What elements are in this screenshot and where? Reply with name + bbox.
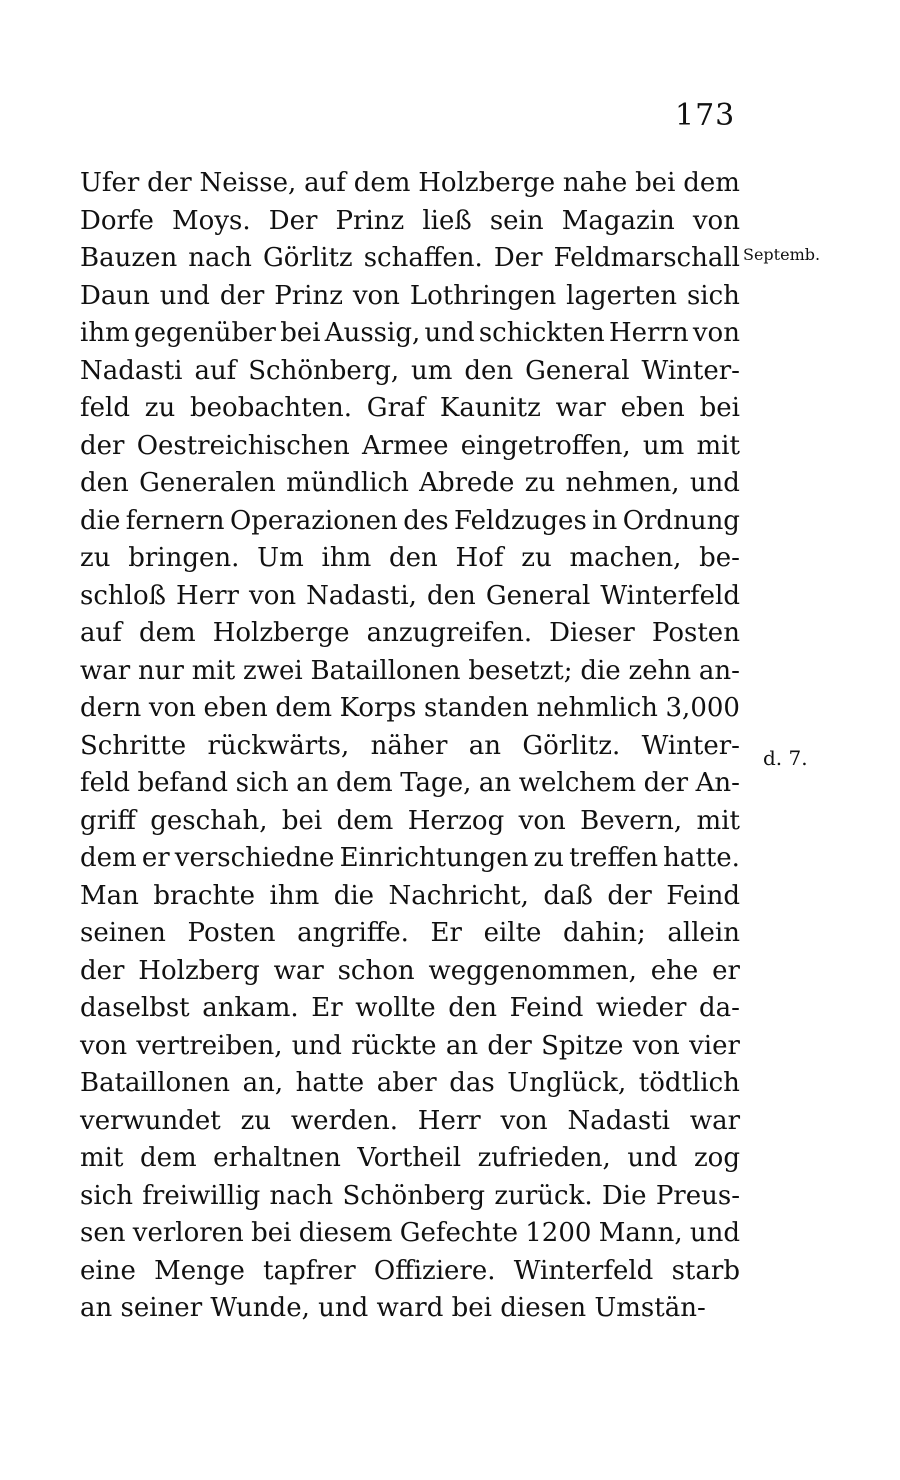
word: Lothringen xyxy=(409,280,557,311)
word: die xyxy=(580,655,621,686)
word: um xyxy=(411,355,453,386)
word: Aussig, xyxy=(324,318,421,348)
word: auf xyxy=(194,355,237,386)
text-line xyxy=(80,1140,740,1178)
word: Schritte xyxy=(80,730,187,761)
word: Oestreichischen xyxy=(136,430,350,461)
word: Er xyxy=(430,918,462,948)
word: dem xyxy=(139,1143,197,1173)
text-line xyxy=(80,953,740,991)
word: er xyxy=(712,955,740,986)
word: feld xyxy=(80,393,130,423)
word: nahe xyxy=(562,168,628,198)
text-line xyxy=(80,653,740,691)
word: er xyxy=(141,843,170,873)
text-line xyxy=(80,1290,740,1328)
word: nur xyxy=(138,655,184,686)
word: Unglück, xyxy=(507,1068,627,1098)
word: Feldmarschall xyxy=(553,243,740,273)
word: Der xyxy=(493,243,543,273)
word: dem xyxy=(138,618,196,648)
word: Holzberg xyxy=(138,955,260,986)
word: daß xyxy=(543,880,593,911)
word: Gefechte xyxy=(399,1218,518,1248)
text-line xyxy=(80,503,740,541)
word: Offiziere. xyxy=(373,1255,496,1286)
word: der xyxy=(487,1030,532,1061)
word: an xyxy=(445,1030,479,1061)
word: die xyxy=(80,505,121,536)
word: welchem xyxy=(518,768,637,798)
word: eine xyxy=(80,1255,136,1286)
word: der xyxy=(219,280,265,311)
word: zu xyxy=(533,843,564,873)
text-line xyxy=(80,1253,740,1291)
word: ihm xyxy=(269,880,320,911)
word: zu xyxy=(80,543,111,573)
word: freiwillig xyxy=(142,1180,261,1211)
word: Einrichtungen xyxy=(339,843,529,873)
word: angriffe. xyxy=(297,918,409,948)
word: starb xyxy=(671,1255,740,1286)
word: der xyxy=(147,168,192,198)
word: Feldzuges xyxy=(454,505,587,536)
word: ankam. xyxy=(202,993,299,1023)
word: Menge xyxy=(154,1255,245,1286)
word: Hof xyxy=(455,543,504,573)
word: und xyxy=(159,280,210,311)
word: zu xyxy=(240,1105,272,1136)
word: erhaltnen xyxy=(213,1143,341,1173)
text-line xyxy=(80,203,740,241)
word: zufrieden, xyxy=(477,1143,611,1173)
text-line xyxy=(80,390,740,428)
word: Holzberge xyxy=(418,168,556,198)
word: Nadasti, xyxy=(306,580,417,611)
word: zehn xyxy=(628,655,692,686)
word: auf xyxy=(80,618,122,648)
word: sich xyxy=(235,768,289,798)
text-line xyxy=(80,878,740,916)
word: Man xyxy=(80,880,139,911)
word: ward xyxy=(376,1293,452,1323)
word: Der xyxy=(268,205,318,236)
word: bei xyxy=(281,805,323,836)
word: Mann, xyxy=(598,1218,683,1248)
word: Winterfeld xyxy=(513,1255,654,1286)
word: an xyxy=(478,768,512,798)
word: tödtlich xyxy=(638,1068,740,1098)
word: Herr xyxy=(417,1105,481,1136)
word: bei xyxy=(699,393,740,423)
word: Holzberge xyxy=(212,618,350,648)
word: feld xyxy=(80,768,130,798)
word: von xyxy=(249,580,297,611)
body-text xyxy=(80,165,740,1328)
word: Generalen xyxy=(139,468,276,498)
word: bringen. xyxy=(128,543,240,573)
word: be- xyxy=(699,543,740,573)
text-line xyxy=(80,1103,740,1141)
word: mit xyxy=(191,655,236,686)
word: Preus- xyxy=(655,1180,740,1211)
word: bei xyxy=(635,168,676,198)
word: tapfrer xyxy=(263,1255,356,1286)
word: nehmen, xyxy=(565,468,680,498)
text-line xyxy=(80,465,740,503)
word: den xyxy=(80,468,129,498)
word: an, xyxy=(242,1068,284,1098)
text-line xyxy=(80,615,740,653)
word: der xyxy=(80,955,125,986)
word: war xyxy=(689,1105,740,1136)
margin-note-date: d. 7. xyxy=(763,746,808,770)
word: diesen xyxy=(500,1293,595,1323)
word: Nadasti xyxy=(80,355,183,386)
word: eben xyxy=(203,693,268,723)
word: weggenommen, xyxy=(428,955,637,986)
word: ihm xyxy=(80,318,130,348)
word: da- xyxy=(699,993,740,1023)
text-line xyxy=(80,990,740,1028)
word: an xyxy=(80,1293,121,1323)
word: von xyxy=(80,1030,128,1061)
word: Spitze xyxy=(541,1030,624,1061)
word: vertreiben, xyxy=(136,1030,283,1061)
word: aber xyxy=(376,1068,437,1098)
word: war xyxy=(80,655,131,686)
margin-note-septemb: Septemb. xyxy=(743,245,821,264)
text-line xyxy=(80,1215,740,1253)
word: Herrn xyxy=(608,318,689,348)
word: um xyxy=(642,430,685,461)
word: werden. xyxy=(290,1105,398,1136)
word: Schönberg xyxy=(342,1180,486,1211)
word: Görlitz. xyxy=(522,730,621,761)
word: eingetroffen, xyxy=(460,430,631,461)
word: befand xyxy=(137,768,229,798)
word: geschah, xyxy=(150,805,268,836)
word: Umstän- xyxy=(594,1293,706,1323)
word: Um xyxy=(257,543,304,573)
word: An- xyxy=(695,768,740,798)
word: seinen xyxy=(80,918,166,948)
word: besetzt; xyxy=(468,655,573,686)
word: hatte xyxy=(295,1068,365,1098)
word: dem xyxy=(80,843,137,873)
word: und xyxy=(424,318,475,348)
text-line xyxy=(80,165,740,203)
word: zu xyxy=(524,468,556,498)
text-line xyxy=(80,353,740,391)
word: von xyxy=(500,1105,548,1136)
text-line xyxy=(80,915,740,953)
word: seiner xyxy=(120,1293,211,1323)
word: mit xyxy=(80,1143,124,1173)
word: lagerten xyxy=(566,280,678,311)
word: dem xyxy=(683,168,740,198)
word: an xyxy=(468,730,501,761)
word: gegenüber xyxy=(133,318,276,348)
word: 3,000 xyxy=(665,693,740,723)
word: General xyxy=(525,355,630,386)
word: treffen xyxy=(569,843,658,873)
word: Bataillonen xyxy=(80,1068,231,1098)
word: standen xyxy=(424,693,529,723)
word: anzugreifen. xyxy=(366,618,533,648)
word: Nadasti xyxy=(567,1105,670,1136)
word: Posten xyxy=(187,918,276,948)
word: Dieser xyxy=(549,618,635,648)
word: schon xyxy=(337,955,415,986)
word: der xyxy=(607,880,652,911)
word: Er xyxy=(311,993,343,1023)
word: Herzog xyxy=(407,805,505,836)
word: war xyxy=(555,393,606,423)
text-line xyxy=(80,540,740,578)
text-line xyxy=(80,803,740,841)
word: fernern xyxy=(125,505,225,536)
word: ihm xyxy=(321,543,372,573)
word: rückte xyxy=(351,1030,437,1061)
word: Herr xyxy=(176,580,239,611)
word: schickten xyxy=(478,318,605,348)
word: Winter- xyxy=(641,355,740,386)
word: Bauzen xyxy=(80,243,178,273)
word: dem xyxy=(353,168,411,198)
word: von xyxy=(518,805,566,836)
word: Kaunitz xyxy=(439,393,541,423)
word: sich xyxy=(686,280,740,311)
word: Nachricht, xyxy=(388,880,529,911)
word: verloren xyxy=(132,1218,244,1248)
word: der xyxy=(643,768,689,798)
word: griff xyxy=(80,805,136,836)
word: Schönberg, xyxy=(248,355,400,386)
word: Ordnung xyxy=(622,505,740,536)
text-line xyxy=(80,840,740,878)
word: dern xyxy=(80,693,142,723)
word: in xyxy=(592,505,618,536)
word: an xyxy=(296,768,329,798)
text-line xyxy=(80,315,740,353)
word: dem xyxy=(275,693,332,723)
word: schaffen. xyxy=(363,243,483,273)
word: eben xyxy=(620,393,685,423)
word: Moys. xyxy=(172,205,251,236)
word: zog xyxy=(693,1143,740,1173)
word: vier xyxy=(689,1030,740,1061)
word: dem xyxy=(336,805,394,836)
word: von xyxy=(352,280,400,311)
word: Posten xyxy=(651,618,740,648)
text-line xyxy=(80,728,740,766)
word: bei xyxy=(280,318,321,348)
word: zu xyxy=(144,393,176,423)
word: beobachten. xyxy=(190,393,352,423)
word: sein xyxy=(489,205,544,236)
word: hatte. xyxy=(663,843,740,873)
word: Wunde, xyxy=(210,1293,319,1323)
word: eilte xyxy=(483,918,542,948)
word: Bevern, xyxy=(580,805,683,836)
word: zu xyxy=(521,543,552,573)
word: Korps xyxy=(339,693,417,723)
word: mit xyxy=(696,805,740,836)
word: daselbst xyxy=(80,993,190,1023)
word: nach xyxy=(188,243,252,273)
word: Operazionen xyxy=(229,505,398,536)
word: nehmlich xyxy=(536,693,658,723)
word: und xyxy=(689,1218,740,1248)
word: und xyxy=(627,1143,678,1173)
word: den xyxy=(448,993,498,1023)
word: zwei xyxy=(243,655,303,686)
word: Abrede xyxy=(419,468,515,498)
word: schloß xyxy=(80,580,166,611)
word: Tage, xyxy=(400,768,472,798)
word: Feind xyxy=(509,993,584,1023)
word: Graf xyxy=(366,393,426,423)
word: nach xyxy=(269,1180,334,1211)
word: von xyxy=(692,318,740,348)
word: dahin; xyxy=(563,918,646,948)
word: Winter- xyxy=(641,730,740,761)
word: machen, xyxy=(569,543,682,573)
word: Vortheil xyxy=(357,1143,462,1173)
word: war xyxy=(273,955,324,986)
text-line xyxy=(80,690,740,728)
word: die xyxy=(333,880,375,911)
word: verwundet xyxy=(80,1105,221,1136)
word: den xyxy=(389,543,438,573)
word: Neisse, xyxy=(199,168,297,198)
word: diesem xyxy=(298,1218,393,1248)
text-line xyxy=(80,240,740,278)
word: Prinz xyxy=(335,205,405,236)
page-number: 173 xyxy=(675,98,736,133)
word: näher xyxy=(370,730,448,761)
word: von xyxy=(148,693,196,723)
word: Feind xyxy=(666,880,740,911)
word: den xyxy=(426,580,476,611)
word: Winterfeld xyxy=(600,580,740,611)
word: mit xyxy=(696,430,740,461)
word: sich xyxy=(80,1180,133,1211)
word: Prinz xyxy=(274,280,343,311)
word: von xyxy=(632,1030,680,1061)
word: mündlich xyxy=(286,468,409,498)
word: Daun xyxy=(80,280,150,311)
word: Görlitz xyxy=(262,243,353,273)
word: Die xyxy=(601,1180,647,1211)
word: 1200 xyxy=(525,1218,592,1248)
word: zurück. xyxy=(494,1180,593,1211)
word: dem xyxy=(335,768,393,798)
word: Bataillonen xyxy=(310,655,461,686)
text-line xyxy=(80,278,740,316)
word: bei xyxy=(451,1293,501,1323)
word: brachte xyxy=(153,880,256,911)
word: Magazin xyxy=(561,205,675,236)
word: Ufer xyxy=(80,168,140,198)
word: sen xyxy=(80,1218,126,1248)
word: der xyxy=(80,430,125,461)
text-line xyxy=(80,1178,740,1216)
word: General xyxy=(485,580,591,611)
word: wollte xyxy=(355,993,436,1023)
word: Armee xyxy=(361,430,449,461)
word: verschiedne xyxy=(174,843,335,873)
word: und xyxy=(291,1030,342,1061)
word: des xyxy=(403,505,449,536)
word: Dorfe xyxy=(80,205,154,236)
word: wieder xyxy=(596,993,687,1023)
text-line xyxy=(80,765,740,803)
text-line xyxy=(80,1065,740,1103)
word: und xyxy=(689,468,740,498)
word: das xyxy=(449,1068,495,1098)
word: allein xyxy=(667,918,740,948)
word: den xyxy=(464,355,514,386)
text-line xyxy=(80,428,740,466)
word: auf xyxy=(304,168,346,198)
word: und xyxy=(318,1293,377,1323)
word: ließ xyxy=(422,205,472,236)
word: rückwärts, xyxy=(207,730,350,761)
text-line xyxy=(80,578,740,616)
word: von xyxy=(692,205,740,236)
word: an- xyxy=(698,655,740,686)
word: ehe xyxy=(650,955,699,986)
word: bei xyxy=(251,1218,292,1248)
text-line xyxy=(80,1028,740,1066)
